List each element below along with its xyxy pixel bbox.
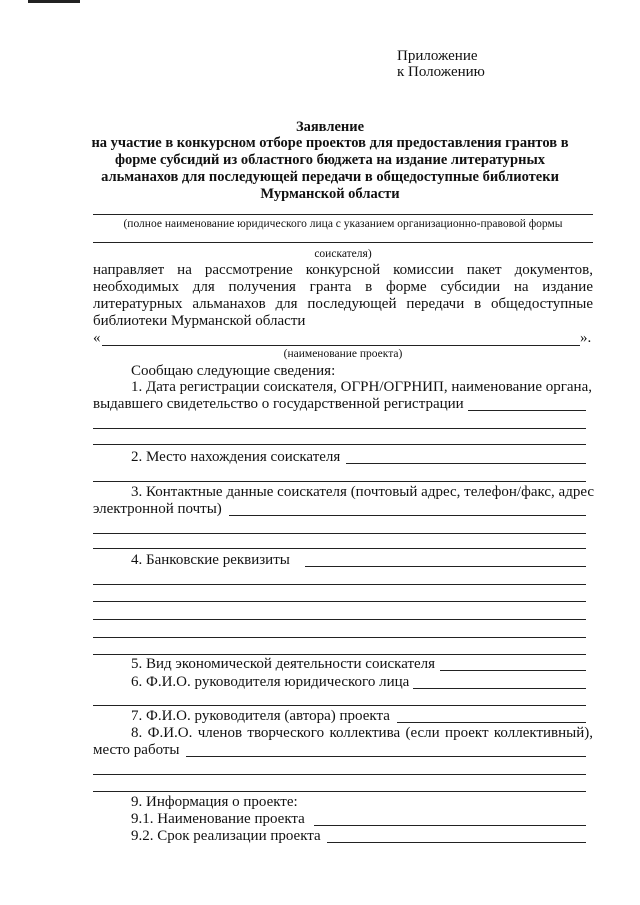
field-1-line-2[interactable] (93, 428, 586, 429)
field-4-input[interactable] (305, 566, 586, 567)
field-1-line-3[interactable] (93, 444, 586, 445)
document-title: Заявление (295, 119, 365, 135)
annex-label: Приложение (397, 48, 478, 64)
scan-edge-mark (28, 0, 80, 3)
field-8-line-3[interactable] (93, 791, 586, 792)
field-2-input[interactable] (346, 463, 586, 464)
field-5-input[interactable] (440, 670, 586, 671)
field-9-1-label: 9.1. Наименование проекта (131, 811, 305, 827)
applicant-name-line-1[interactable] (93, 214, 593, 215)
field-4-line-6[interactable] (93, 654, 586, 655)
field-9-1-input[interactable] (314, 825, 586, 826)
body-line-4: библиотеки Мурманской области (93, 313, 306, 329)
field-8-line-2[interactable] (93, 774, 586, 775)
field-2-label: 2. Место нахождения соискателя (131, 449, 341, 465)
field-7-label: 7. Ф.И.О. руководителя (автора) проекта (131, 708, 390, 724)
field-3-label-cont: электронной почты) (93, 501, 222, 517)
field-4-label: 4. Банковские реквизиты (131, 552, 290, 568)
title-line-4: Мурманской области (260, 186, 400, 202)
field-1-input[interactable] (468, 410, 586, 411)
field-4-line-4[interactable] (93, 619, 586, 620)
field-8-label: 8. Ф.И.О. членов творческого коллектива (если проект коллективный), (131, 725, 593, 741)
body-line-1: направляет на рассмотрение конкурсной комиссии пакет документов, (93, 262, 593, 278)
field-9-label: 9. Информация о проекте: (131, 794, 298, 810)
project-caption: (наименование проекта) (283, 348, 403, 360)
field-9-2-label: 9.2. Срок реализации проекта (131, 828, 321, 844)
title-line-1: на участие в конкурсном отборе проектов для предоставления грантов в (91, 135, 569, 151)
field-5-label: 5. Вид экономической деятельности соискателя (131, 656, 436, 672)
field-8-input[interactable] (186, 756, 586, 757)
title-line-3: альманахов для последующей передачи в общедоступные библиотеки (101, 169, 559, 185)
fields-intro: Сообщаю следующие сведения: (131, 363, 336, 379)
project-open-quote: « (93, 330, 101, 346)
applicant-caption-cont: соискателя) (314, 248, 372, 260)
field-7-input[interactable] (397, 722, 586, 723)
field-3-line-3[interactable] (93, 548, 586, 549)
field-3-line-2[interactable] (93, 533, 586, 534)
applicant-name-line-2[interactable] (93, 242, 593, 243)
project-close-quote: ». (580, 330, 592, 346)
title-line-2: форме субсидий из областного бюджета на издание литературных (114, 152, 546, 168)
field-1-label: 1. Дата регистрации соискателя, ОГРН/ОГРНИП, наименование органа, (131, 379, 592, 395)
field-3-label: 3. Контактные данные соискателя (почтовый адрес, телефон/факс, адрес (131, 484, 595, 500)
field-6-line-2[interactable] (93, 705, 586, 706)
field-6-label: 6. Ф.И.О. руководителя юридического лица (131, 674, 410, 690)
body-line-3: литературных альманахов для последующей передачи в общедоступные (93, 296, 593, 312)
field-8-label-cont: место работы (93, 742, 180, 758)
field-4-line-2[interactable] (93, 584, 586, 585)
project-name-line[interactable] (102, 345, 580, 346)
field-6-input[interactable] (413, 688, 586, 689)
field-9-2-input[interactable] (327, 842, 586, 843)
field-3-input[interactable] (229, 515, 586, 516)
body-line-2: необходимых для получения гранта в форме субсидии на издание (93, 279, 593, 295)
field-4-line-5[interactable] (93, 637, 586, 638)
field-2-line-2[interactable] (93, 481, 586, 482)
field-1-label-cont: выдавшего свидетельство о государственной регистрации (93, 396, 464, 412)
field-4-line-3[interactable] (93, 601, 586, 602)
annex-reference: к Положению (397, 64, 485, 80)
applicant-caption: (полное наименование юридического лица с указанием организационно-правовой формы (123, 218, 563, 230)
